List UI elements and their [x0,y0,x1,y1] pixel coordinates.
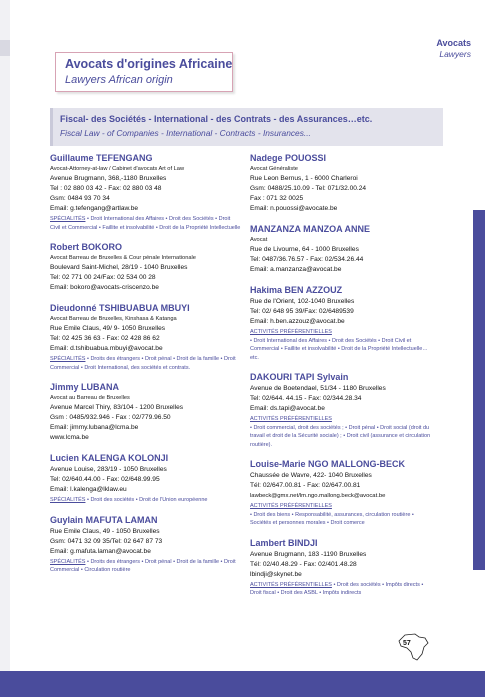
lawyer-role: Avocat [250,237,268,243]
lawyer-role: Avocat Barreau de Bruxelles & Cour pénale Internationale [50,255,196,261]
lawyer-entry [250,537,432,598]
phone-line: Tel: 02/644. 44.15 - Fax: 02/344.28.34 [250,395,362,402]
fax-line: Fax : 071 32 0025 [250,195,304,202]
specialties-text: • Droit des sociétés • Droit de l'Union européenne [85,497,208,503]
page-number: 57 [403,640,411,647]
email-line: Email: ds.tapi@avocat.be [250,405,325,412]
specialties [50,558,242,575]
lawyer-name: Guylain MAFUTA LAMAN [50,514,158,525]
lawyer-name: Jimmy LUBANA [50,382,120,392]
section-label [436,38,471,60]
lawyer-entry [250,223,432,275]
specialties-label: ACTIVITÉS PRÉFÉRENTIELLES [250,329,332,335]
lawyer-name: Lambert BINDJI [250,537,318,548]
lawyer-name: Nadege POUOSSI [250,153,327,163]
specialties [250,415,432,449]
gsm-line: Gsm: 0484 93 70 34 [50,195,110,202]
page-subtitle: Lawyers African origin [65,74,173,86]
lawyer-entry [250,458,432,528]
specialties-label: ACTIVITÉS PRÉFÉRENTIELLES [250,416,332,422]
lawyer-entry [50,241,242,293]
specialties-text: • Droit International des Affaires • Droit des Sociétés • Droit Civil et Commercial • Faillite et insolvabilité • Droit de la Propriété Intellectuelle…etc. [250,337,428,361]
specialties-label: ACTIVITÉS PRÉFÉRENTIELLES [250,503,332,509]
address-line: Avenue Brugmann, 183 -1190 Bruxelles [250,550,367,558]
address-line: Rue de l'Orient, 102-1040 Bruxelles [250,298,355,305]
specialties [250,328,432,362]
phone-line: Tel: 02 771 00 24/Fax: 02 534 00 28 [50,274,156,281]
lawyer-name: DAKOURI TAPI Sylvain [250,372,349,382]
phone-line: Gsm: 0471 32 09 35/Tel: 02 647 87 73 [50,537,163,545]
specialties-text: • Droits des étrangers • Droit pénal • Droit de la famille • Droit Commercial • Circulation routière [50,558,236,573]
email-line: Email: g.mafuta.laman@avocat.be [50,547,151,555]
website-line: www.lcma.be [50,434,89,441]
lawyer-name: Lucien KALENGA KOLONJI [50,453,169,463]
address-line: Boulevard Saint-Michel, 28/19 - 1040 Bruxelles [50,264,188,271]
specialties-label: ACTIVITÉS PRÉFÉRENTIELLES [250,581,332,588]
africa-map-icon [395,632,431,662]
lawyer-entry [50,381,242,443]
address-line: Avenue de Boetendael, 51/34 - 1180 Bruxelles [250,385,386,392]
email-line: Email: d.tshibuabua.mbuyi@avocat.be [50,345,163,352]
address-line: Rue Emile Claus, 49/ 9- 1050 Bruxelles [50,325,166,332]
specialties-label: SPÉCIALITÉS [50,216,86,222]
lawyer-entry [50,452,242,505]
specialties [50,355,242,372]
email-line: Email: h.ben.azzouz@avocat.be [250,318,345,325]
page-title: Avocats d'origines Africaine [65,57,233,71]
specialties-text: • Droit des sociétés • Impôts directs • Droit fiscal • Droit des ASBL • Impôts indirects [250,581,424,596]
lawyer-entry [250,152,432,214]
phone-line: Gsm : 0485/932.946 - Fax : 02/779.96.50 [50,414,171,421]
lawyer-entry [250,371,432,449]
lawyer-role: Avocat Généraliste [250,166,298,172]
phone-line: Gsm: 0488/25.10.09 - Tel: 071/32.00.24 [250,185,367,192]
specialties-label: SPÉCIALITÉS [50,356,86,362]
specialties-label: SPÉCIALITÉS [50,497,86,503]
lawyer-name: Hakima BEN AZZOUZ [250,285,343,295]
address-line: Avenue Brugmann, 368,-1180 Bruxelles [50,175,167,182]
margin-notch [0,40,10,56]
email-line: Email: n.pouossi@avocate.be [250,205,338,212]
email-line: lbindji@skynet.be [250,570,302,578]
specialties [50,496,242,505]
lawyer-role: Avocat au Barreau de Bruxelles [50,395,130,401]
email-line: lawbeck@gmx.net/lm.ngo.mallong.beck@avocat.be [250,493,386,499]
specialties-text: • Droits des étrangers • Droit pénal • Droit de la famille • Droit Commercial • Droit International, des sociétés et contrats. [50,356,236,371]
phone-line: Tel: 02/640.44.00 - Fax: 02/648.99.95 [50,476,160,483]
lawyer-entry [50,302,242,372]
category-en: Fiscal Law - of Companies - International - Contracts - Insurances... [60,128,311,138]
specialties-label: SPÉCIALITÉS [50,558,86,565]
specialties [250,502,432,528]
lawyer-name: Guillaume TEFENGANG [50,153,153,163]
page-title-box [55,52,233,92]
phone-line: Tél: 02/40.48.29 - Fax: 02/401.48.28 [250,560,357,568]
email-line: Email: jimmy.lubana@lcma.be [50,424,139,431]
email-line: Email: g.tefengang@artlaw.be [50,205,139,212]
lawyer-name: Dieudonné TSHIBUABUA MBUYI [50,303,190,313]
address-line: Rue Emile Claus, 49 - 1050 Bruxelles [50,527,160,535]
lawyer-name: Louise-Marie NGO MALLONG-BECK [250,459,406,469]
specialties [250,581,432,598]
phone-line: Tel: 0487/36.76.57 - Fax: 02/534.26.44 [250,256,364,263]
specialties-text: • Droit commercial, droit des sociétés ; • Droit pénal • Droit social (droit du travail et droit de la Sécurité sociale) ; • Droit civil (assurance et circulation routière). [250,424,431,448]
section-title: Avocats [436,38,471,48]
left-margin-strip [0,0,10,697]
lawyer-entry [50,514,242,575]
address-line: Chaussée de Wavre, 422- 1040 Bruxelles [250,472,372,479]
email-line: Email: l.kalenga@lklaw.eu [50,486,127,493]
category-fr: Fiscal- des Sociétés - International - des Contrats - des Assurances…etc. [60,114,373,124]
footer-band [0,671,485,697]
specialties-text: • Droit des biens • Responsabilité, assurances, circulation routière • Sociétés et personnes morales • Droit comerce [250,511,414,526]
address-line: Avenue Marcel Thiry, 83/104 - 1200 Bruxelles [50,404,184,411]
lawyer-name: MANZANZA MANZOA ANNE [250,224,370,234]
email-line: Email: bokoro@avocats-criscenzo.be [50,284,159,291]
lawyer-role: Avocat Barreau de Bruxelles, Kinshasa & Katanga [50,316,177,322]
lawyer-role: Avocat-Attorney-at-law / Cabinet d'avocats Art of Law [50,166,185,172]
category-banner [50,108,443,146]
lawyer-name: Robert BOKORO [50,242,122,252]
specialties [50,215,242,232]
address-line: Avenue Louise, 283/19 - 1050 Bruxelles [50,466,167,473]
lawyer-entry [50,152,242,232]
left-column [50,152,242,584]
phone-line: Tel : 02 880 03 42 - Fax: 02 880 03 48 [50,185,162,192]
phone-line: Tel: 02 425 36 63 - Fax: 02 428 86 62 [50,335,160,342]
section-tab [473,210,485,570]
page-number-badge [395,632,431,662]
address-line: Rue de Livourne, 64 - 1000 Bruxelles [250,246,359,253]
address-line: Rue Leon Bernus, 1 - 6000 Charleroi [250,175,358,182]
email-line: Email: a.manzanza@avocat.be [250,266,342,273]
phone-line: Tel: 02/ 648 95 39/Fax: 02/6489539 [250,308,354,315]
right-column [250,152,432,607]
lawyer-entry [250,284,432,362]
specialties-text: • Droit International des Affaires • Droit des Sociétés • Droit Civil et Commercial • Faillite et insolvabilité • Droit de la Propriété Intellectuelle [50,216,241,231]
section-subtitle: Lawyers [439,49,471,59]
phone-line: Tél: 02/647.00.81 - Fax: 02/647.00.81 [250,482,361,489]
